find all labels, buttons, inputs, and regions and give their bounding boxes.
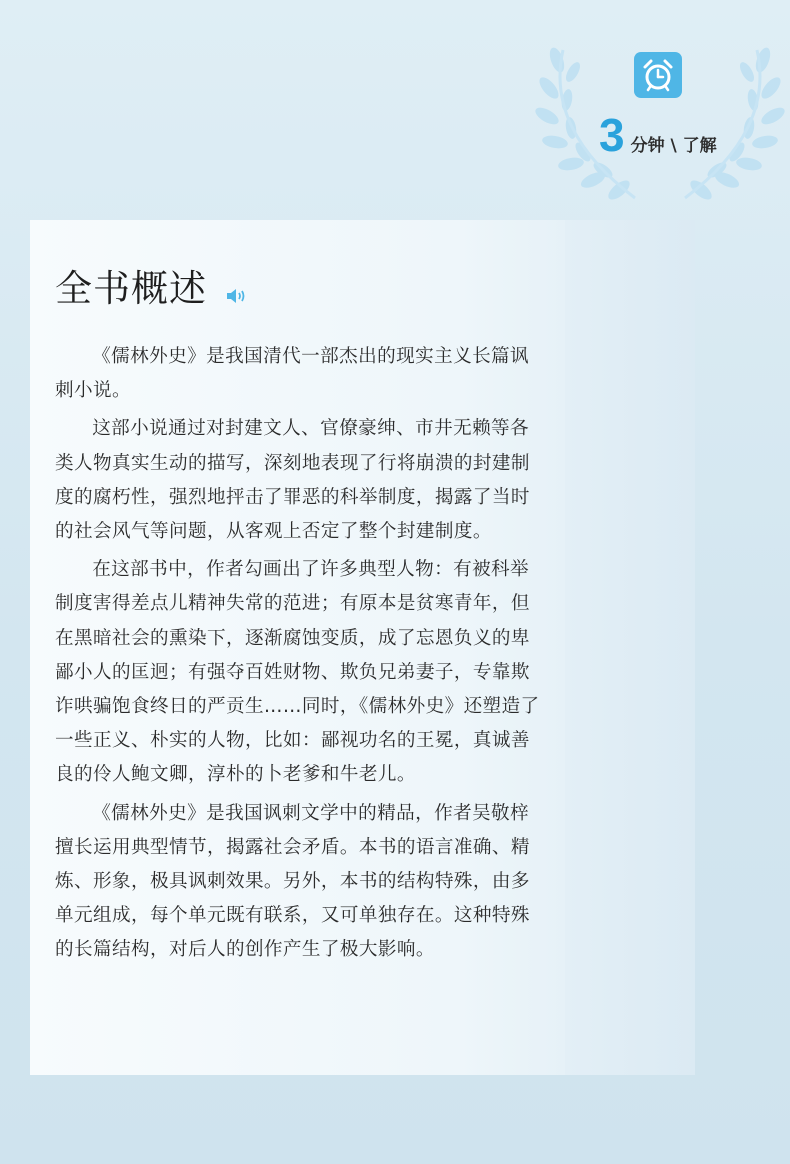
background-panel [565,220,695,1075]
alarm-clock-icon [634,52,682,98]
reading-time-badge [535,20,785,210]
paragraph: 《儒林外史》是我国清代一部杰出的现实主义长篇讽刺小说。 [55,346,530,402]
badge-label: 分钟 \ 了解 [630,136,717,156]
speaker-icon[interactable] [226,287,248,305]
article-body [55,340,545,972]
badge-number: 3 [599,109,625,161]
section-title: 全书概述 [55,267,207,310]
badge-caption [599,109,717,161]
paragraph: 在这部书中，作者勾画出了许多典型人物：有被科举制度害得差点儿精神失常的范进；有原本是贫寒青年，但在黑暗社会的熏染下，逐渐腐蚀变质，成了忘恩负义的卑鄙小人的匡迥；有强夺百姓财物、欺负兄弟妻子，专靠欺诈哄骗饱食终日的严贡生……同时，《儒林外史》还塑造了一些正义、朴实的人物，比如：鄙视功名的王冕，真诚善良的伶人鲍文卿，淳朴的卜老爹和牛老儿。 [55,559,540,786]
paragraph: 《儒林外史》是我国讽刺文学中的精品，作者吴敬梓擅长运用典型情节，揭露社会矛盾。本书的语言准确、精炼、形象，极具讽刺效果。另外，本书的结构特殊，由多单元组成，每个单元既有联系，又可单独存在。这种特殊的长篇结构，对后人的创作产生了极大影响。 [55,802,530,961]
paragraph: 这部小说通过对封建文人、官僚豪绅、市井无赖等各类人物真实生动的描写，深刻地表现了行将崩溃的封建制度的腐朽性，强烈地抨击了罪恶的科举制度，揭露了当时的社会风气等问题，从客观上否定了整个封建制度。 [55,418,530,543]
